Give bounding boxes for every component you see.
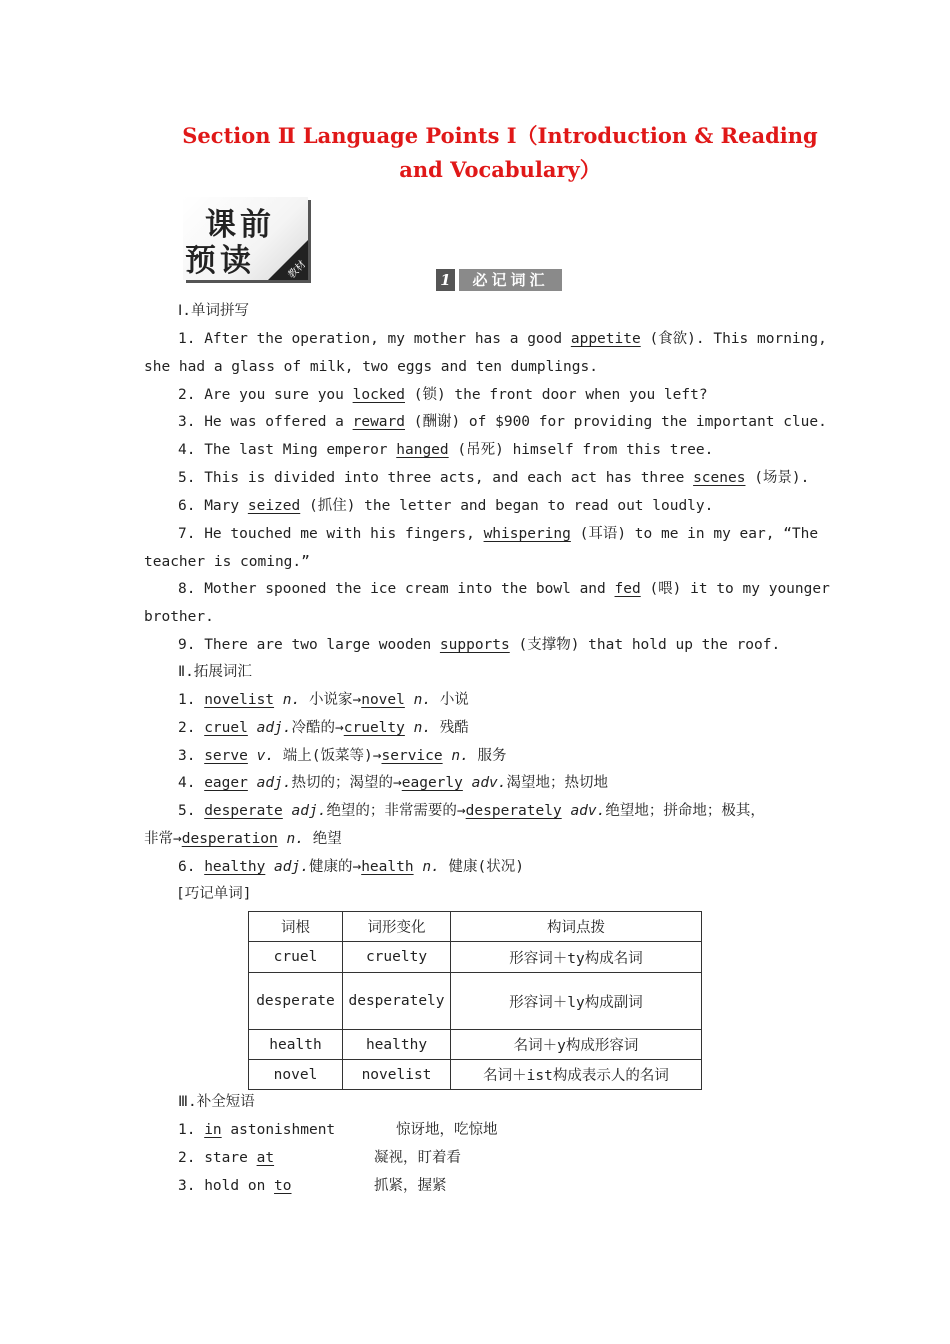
phrase-meaning: 惊讶地，吃惊地 [396,1122,498,1138]
answer-blank: locked [352,387,405,403]
list-item: 6. healthy adj.健康的→health n. 健康(状况) [178,859,524,875]
badge-line-1: 课前 [205,207,275,243]
answer-blank: eager [204,775,248,791]
phrase-meaning: 抓紧，握紧 [374,1178,447,1194]
list-item: 1. novelist n. 小说家→novel n. 小说 [178,692,469,708]
list-item: 7. He touched me with his fingers, whispering (耳语) to me in my ear, “The [178,526,819,542]
list-item: 4. eager adj.热切的；渴望的→eagerly adv.渴望地；热切地 [178,775,609,791]
table-cell: 名词＋y构成形容词 [451,1030,702,1060]
page-title [140,119,860,187]
table-row [249,973,702,1030]
list-item: 9. There are two large wooden supports (支撑物) that hold up the roof. [178,637,781,653]
answer-blank: scenes [693,470,746,486]
answer-blank: novel [361,692,405,708]
list-item: 2. Are you sure you locked (锁) the front door when you left? [178,387,708,403]
answer-blank: reward [352,414,405,430]
part1-heading: Ⅰ.单词拼写 [178,303,250,319]
title-line-2: and Vocabulary） [399,157,601,182]
list-item: 5. desperate adj.绝望的；非常需要的→desperately adv.绝望地；拼命地；极其， [178,803,765,819]
badge-corner-text: 教材 [286,258,309,281]
answer-blank: cruel [204,720,248,736]
table-header-cell: 词形变化 [343,912,451,942]
title-line-1: Section Ⅱ Language Points Ⅰ（Introduction & Reading [182,123,818,148]
answer-blank: service [381,748,443,764]
list-item: 4. The last Ming emperor hanged (吊死) himself from this tree. [178,442,714,458]
list-item: 1. in astonishment [178,1122,336,1138]
answer-blank: hanged [396,442,449,458]
phrase-meaning: 凝视，盯着看 [374,1150,461,1166]
answer-blank: cruelty [343,720,405,736]
answer-blank: whispering [483,526,571,542]
section-label: 必记词汇 [459,269,562,291]
part3-heading: Ⅲ.补全短语 [178,1094,255,1110]
answer-blank: healthy [204,859,266,875]
answer-blank: eagerly [401,775,463,791]
answer-blank: desperation [181,831,278,847]
table-header-row [249,912,702,942]
list-item-continued: teacher is coming.” [144,554,310,570]
table-cell: 名词＋ist构成表示人的名词 [451,1060,702,1090]
list-item: 3. serve v. 端上(饭菜等)→service n. 服务 [178,748,507,764]
word-formation-table [248,911,702,1090]
table-row [249,1060,702,1090]
section-header [436,269,562,291]
list-item: 1. After the operation, my mother has a good appetite (食欲). This morning, [178,331,827,347]
answer-blank: in [204,1122,222,1138]
table-cell: 形容词＋ly构成副词 [451,973,702,1030]
list-item: 5. This is divided into three acts, and each act has three scenes (场景). [178,470,810,486]
answer-blank: fed [614,581,641,597]
table-cell: 形容词＋ty构成名词 [451,942,702,973]
list-item: 2. stare at [178,1150,275,1166]
list-item-continued: 非常→desperation n. 绝望 [144,831,342,847]
answer-blank: desperate [204,803,283,819]
section-number: 1 [436,269,455,291]
answer-blank: desperately [465,803,562,819]
answer-blank: seized [247,498,301,514]
answer-blank: serve [204,748,248,764]
table-cell: cruelty [343,942,451,973]
memory-tip-label: [巧记单词] [176,886,252,902]
table-header-cell: 构词点拨 [451,912,702,942]
badge-line-2: 预读 [185,243,255,279]
table-cell: desperately [343,973,451,1030]
list-item: 3. hold on to [178,1178,292,1194]
list-item-continued: brother. [144,609,214,625]
answer-blank: to [274,1178,292,1194]
answer-blank: novelist [204,692,275,708]
answer-blank: supports [439,637,510,653]
list-item: 6. Mary seized (抓住) the letter and began to read out loudly. [178,498,714,514]
table-row [249,942,702,973]
answer-blank: health [361,859,414,875]
answer-blank: appetite [570,331,641,347]
table-cell: desperate [249,973,343,1030]
list-item: 2. cruel adj.冷酷的→cruelty n. 残酷 [178,720,469,736]
list-item: 8. Mother spooned the ice cream into the bowl and fed (喂) it to my younger [178,581,830,597]
part2-heading: Ⅱ.拓展词汇 [178,664,252,680]
answer-blank: at [256,1150,275,1166]
table-header-cell: 词根 [249,912,343,942]
table-cell: cruel [249,942,343,973]
preview-badge [183,197,308,280]
list-item-continued: she had a glass of milk, two eggs and ten dumplings. [144,359,598,375]
table-cell: healthy [343,1030,451,1060]
table-row [249,1030,702,1060]
table-cell: novel [249,1060,343,1090]
table-cell: novelist [343,1060,451,1090]
list-item: 3. He was offered a reward (酬谢) of $900 for providing the important clue. [178,414,827,430]
table-cell: health [249,1030,343,1060]
